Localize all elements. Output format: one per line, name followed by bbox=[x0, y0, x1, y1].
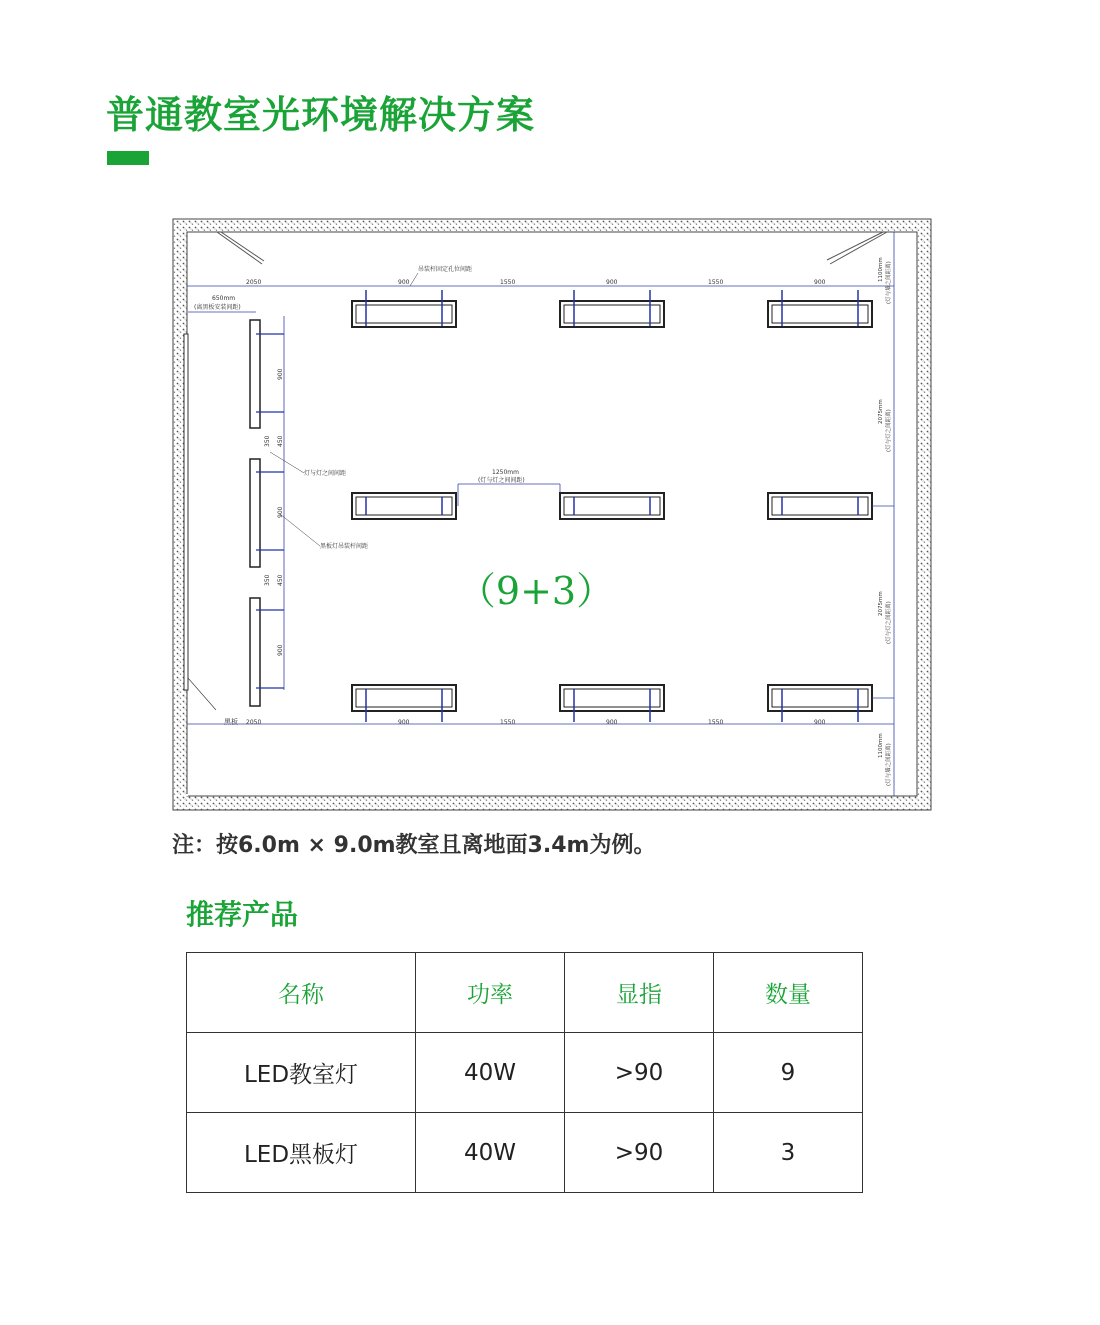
dim-top-2: 900 bbox=[398, 279, 410, 286]
label-board-rod: 黑板灯吊装杆间距 bbox=[320, 543, 369, 550]
left-dim-4: 900 bbox=[277, 506, 284, 518]
dim-top-6: 900 bbox=[814, 279, 826, 286]
classroom-lamp bbox=[352, 493, 456, 519]
label-top-spacing: 吊装杆固定孔位间距 bbox=[418, 266, 473, 273]
right-dim-3: 2075mm bbox=[878, 591, 884, 616]
left-dim-2: 350 bbox=[264, 435, 271, 447]
dim-bottom-1: 2050 bbox=[246, 719, 262, 726]
title-accent-bar bbox=[107, 151, 149, 165]
dim-top-4: 900 bbox=[606, 279, 618, 286]
cell-quantity: 3 bbox=[714, 1113, 863, 1193]
scale-note: 注：按6.0m × 9.0m教室且离地面3.4m为例。 bbox=[172, 833, 656, 858]
cell-cri: >90 bbox=[565, 1033, 714, 1113]
right-sub-2: (灯与灯之间距离) bbox=[886, 409, 892, 452]
dim-top-5: 1550 bbox=[708, 279, 724, 286]
label-650-sub: (离黑板安装间距) bbox=[194, 304, 241, 311]
label-1250: 1250mm bbox=[492, 469, 519, 476]
right-dim-4: 1100mm bbox=[878, 733, 884, 758]
dim-bottom-3: 1550 bbox=[500, 719, 516, 726]
page-title: 普通教室光环境解决方案 bbox=[106, 93, 536, 137]
cell-power: 40W bbox=[416, 1113, 565, 1193]
label-lamp-spacing: 灯与灯之间间距 bbox=[304, 470, 347, 477]
products-table bbox=[186, 952, 863, 1193]
cell-name: LED教室灯 bbox=[187, 1033, 416, 1113]
section-title-products: 推荐产品 bbox=[186, 898, 299, 931]
header-cri: 显指 bbox=[565, 953, 714, 1033]
cell-quantity: 9 bbox=[714, 1033, 863, 1113]
lamp-formula: （9+3） bbox=[457, 569, 615, 613]
header-name: 名称 bbox=[187, 953, 416, 1033]
right-sub-3: (灯与灯之间距离) bbox=[886, 601, 892, 644]
right-dim-2: 2075mm bbox=[878, 399, 884, 424]
cell-cri: >90 bbox=[565, 1113, 714, 1193]
cell-power: 40W bbox=[416, 1033, 565, 1113]
header-power: 功率 bbox=[416, 953, 565, 1033]
cell-name: LED黑板灯 bbox=[187, 1113, 416, 1193]
left-dim-7: 900 bbox=[277, 644, 284, 656]
dim-bottom-4: 900 bbox=[606, 719, 618, 726]
dim-top-3: 1550 bbox=[500, 279, 516, 286]
right-sub-1: (灯与墙之间距离) bbox=[886, 261, 892, 304]
table-header-row bbox=[187, 953, 863, 1033]
dim-top-1: 2050 bbox=[246, 279, 262, 286]
right-sub-4: (灯与墙之间距离) bbox=[886, 743, 892, 786]
dim-bottom-2: 900 bbox=[398, 719, 410, 726]
table-row bbox=[187, 1113, 863, 1193]
label-blackboard: 黑板 bbox=[224, 718, 238, 726]
table-row bbox=[187, 1033, 863, 1113]
left-dim-3: 450 bbox=[277, 435, 284, 447]
header-quantity: 数量 bbox=[714, 953, 863, 1033]
right-dim-1: 1100mm bbox=[878, 257, 884, 282]
label-1250-sub: (灯与灯之间间距) bbox=[478, 477, 525, 484]
dim-bottom-5: 1550 bbox=[708, 719, 724, 726]
label-650: 650mm bbox=[212, 295, 236, 302]
left-dim-5: 350 bbox=[264, 574, 271, 586]
left-dim-1: 900 bbox=[277, 368, 284, 380]
classroom-floor-plan bbox=[170, 214, 936, 814]
classroom-lamp bbox=[560, 493, 664, 519]
dim-bottom-6: 900 bbox=[814, 719, 826, 726]
left-dim-6: 450 bbox=[277, 574, 284, 586]
